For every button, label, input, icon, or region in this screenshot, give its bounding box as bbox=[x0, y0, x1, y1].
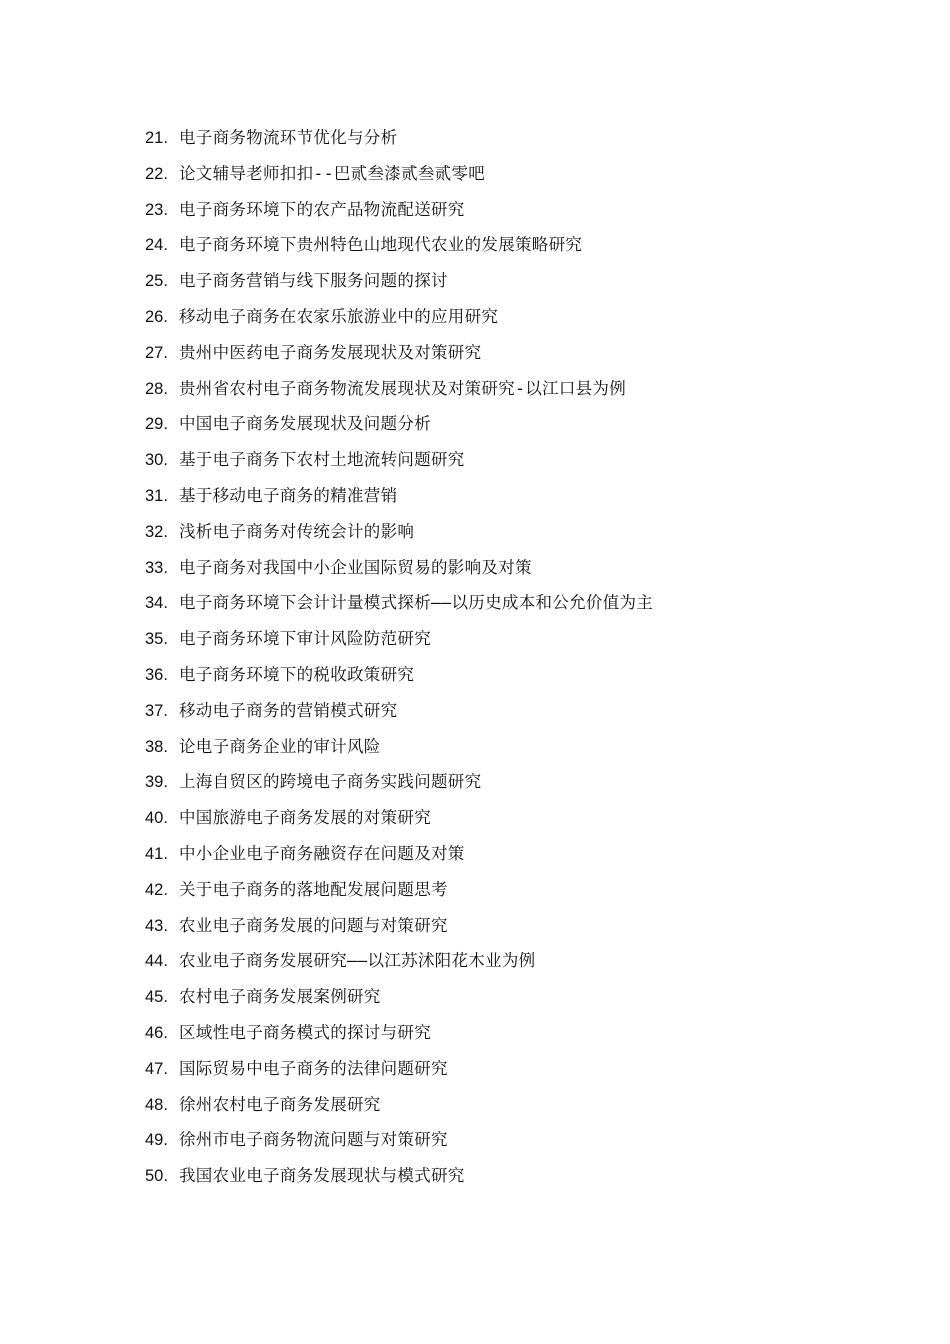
item-title: 论文辅导老师扣扣--巴贰叁漆贰叁贰零吧 bbox=[179, 163, 486, 183]
item-number: 37. bbox=[145, 701, 168, 720]
item-number: 21. bbox=[145, 129, 168, 147]
item-number: 22. bbox=[145, 164, 168, 183]
item-title: 农业电子商务发展的问题与对策研究 bbox=[179, 915, 448, 935]
topic-list bbox=[145, 120, 905, 1194]
item-title: 电子商务环境下会计计量模式探析——以历史成本和公允价值为主 bbox=[179, 593, 654, 613]
item-number: 29. bbox=[145, 415, 168, 434]
item-number: 28. bbox=[145, 379, 168, 398]
item-title: 农村电子商务发展案例研究 bbox=[179, 987, 381, 1007]
item-number: 46. bbox=[145, 1023, 168, 1042]
item-number: 26. bbox=[145, 307, 168, 326]
list-item bbox=[145, 550, 905, 586]
item-number: 45. bbox=[145, 988, 168, 1007]
item-number: 48. bbox=[145, 1095, 168, 1114]
list-item bbox=[145, 585, 905, 621]
list-item bbox=[145, 657, 905, 693]
list-item bbox=[145, 729, 905, 765]
item-title: 电子商务环境下的农产品物流配送研究 bbox=[179, 199, 465, 219]
list-item bbox=[145, 478, 905, 514]
item-number: 39. bbox=[145, 773, 168, 792]
item-number: 36. bbox=[145, 665, 168, 684]
list-item bbox=[145, 979, 905, 1015]
item-number: 31. bbox=[145, 486, 168, 505]
item-number: 23. bbox=[145, 200, 168, 219]
list-item bbox=[145, 621, 905, 657]
list-item bbox=[145, 836, 905, 872]
item-title: 贵州中医药电子商务发展现状及对策研究 bbox=[179, 342, 482, 362]
list-item bbox=[145, 335, 905, 371]
item-title: 移动电子商务在农家乐旅游业中的应用研究 bbox=[179, 306, 499, 326]
item-number: 35. bbox=[145, 630, 168, 649]
list-item bbox=[145, 263, 905, 299]
list-item bbox=[145, 120, 905, 156]
item-number: 25. bbox=[145, 272, 168, 291]
list-item bbox=[145, 908, 905, 944]
item-title: 国际贸易中电子商务的法律问题研究 bbox=[179, 1058, 448, 1078]
item-title: 浅析电子商务对传统会计的影响 bbox=[179, 521, 415, 541]
item-number: 42. bbox=[145, 880, 168, 899]
list-item bbox=[145, 1015, 905, 1051]
item-title: 徐州农村电子商务发展研究 bbox=[179, 1094, 381, 1114]
list-item bbox=[145, 1087, 905, 1123]
list-item bbox=[145, 1122, 905, 1158]
list-item bbox=[145, 943, 905, 979]
item-title: 电子商务对我国中小企业国际贸易的影响及对策 bbox=[179, 557, 532, 577]
item-title: 中小企业电子商务融资存在问题及对策 bbox=[179, 843, 465, 863]
item-number: 40. bbox=[145, 809, 168, 828]
item-title: 电子商务环境下贵州特色山地现代农业的发展策略研究 bbox=[179, 235, 583, 255]
item-number: 38. bbox=[145, 737, 168, 756]
item-number: 32. bbox=[145, 522, 168, 541]
list-item bbox=[145, 442, 905, 478]
list-item bbox=[145, 1051, 905, 1087]
item-title: 中国电子商务发展现状及问题分析 bbox=[179, 414, 431, 434]
item-title: 电子商务环境下审计风险防范研究 bbox=[179, 629, 431, 649]
item-number: 33. bbox=[145, 558, 168, 577]
list-item bbox=[145, 693, 905, 729]
list-item bbox=[145, 227, 905, 263]
item-title: 电子商务物流环节优化与分析 bbox=[179, 128, 398, 147]
item-title: 上海自贸区的跨境电子商务实践问题研究 bbox=[179, 772, 482, 792]
item-title: 电子商务营销与线下服务问题的探讨 bbox=[179, 271, 448, 291]
item-number: 44. bbox=[145, 952, 168, 971]
list-item bbox=[145, 299, 905, 335]
list-item bbox=[145, 192, 905, 228]
item-number: 30. bbox=[145, 451, 168, 470]
list-item bbox=[145, 156, 905, 192]
item-number: 49. bbox=[145, 1131, 168, 1150]
item-number: 43. bbox=[145, 916, 168, 935]
list-item bbox=[145, 764, 905, 800]
item-title: 徐州市电子商务物流问题与对策研究 bbox=[179, 1130, 448, 1150]
item-title: 农业电子商务发展研究——以江苏沭阳花木业为例 bbox=[179, 951, 536, 971]
item-title: 基于电子商务下农村土地流转问题研究 bbox=[179, 450, 465, 470]
item-title: 移动电子商务的营销模式研究 bbox=[179, 700, 398, 720]
item-number: 24. bbox=[145, 236, 168, 255]
item-title: 论电子商务企业的审计风险 bbox=[179, 736, 381, 756]
item-title: 我国农业电子商务发展现状与模式研究 bbox=[179, 1166, 465, 1186]
item-title: 电子商务环境下的税收政策研究 bbox=[179, 664, 415, 684]
item-title: 基于移动电子商务的精准营销 bbox=[179, 485, 398, 505]
list-item bbox=[145, 371, 905, 407]
item-title: 贵州省农村电子商务物流发展现状及对策研究-以江口县为例 bbox=[179, 378, 627, 398]
item-number: 47. bbox=[145, 1059, 168, 1078]
item-number: 34. bbox=[145, 594, 168, 613]
item-title: 中国旅游电子商务发展的对策研究 bbox=[179, 808, 431, 828]
list-item bbox=[145, 1158, 905, 1194]
list-item bbox=[145, 514, 905, 550]
list-item bbox=[145, 800, 905, 836]
item-number: 27. bbox=[145, 343, 168, 362]
list-item bbox=[145, 406, 905, 442]
list-item bbox=[145, 872, 905, 908]
item-title: 关于电子商务的落地配发展问题思考 bbox=[179, 879, 448, 899]
item-number: 50. bbox=[145, 1167, 168, 1186]
item-title: 区域性电子商务模式的探讨与研究 bbox=[179, 1022, 431, 1042]
item-number: 41. bbox=[145, 844, 168, 863]
